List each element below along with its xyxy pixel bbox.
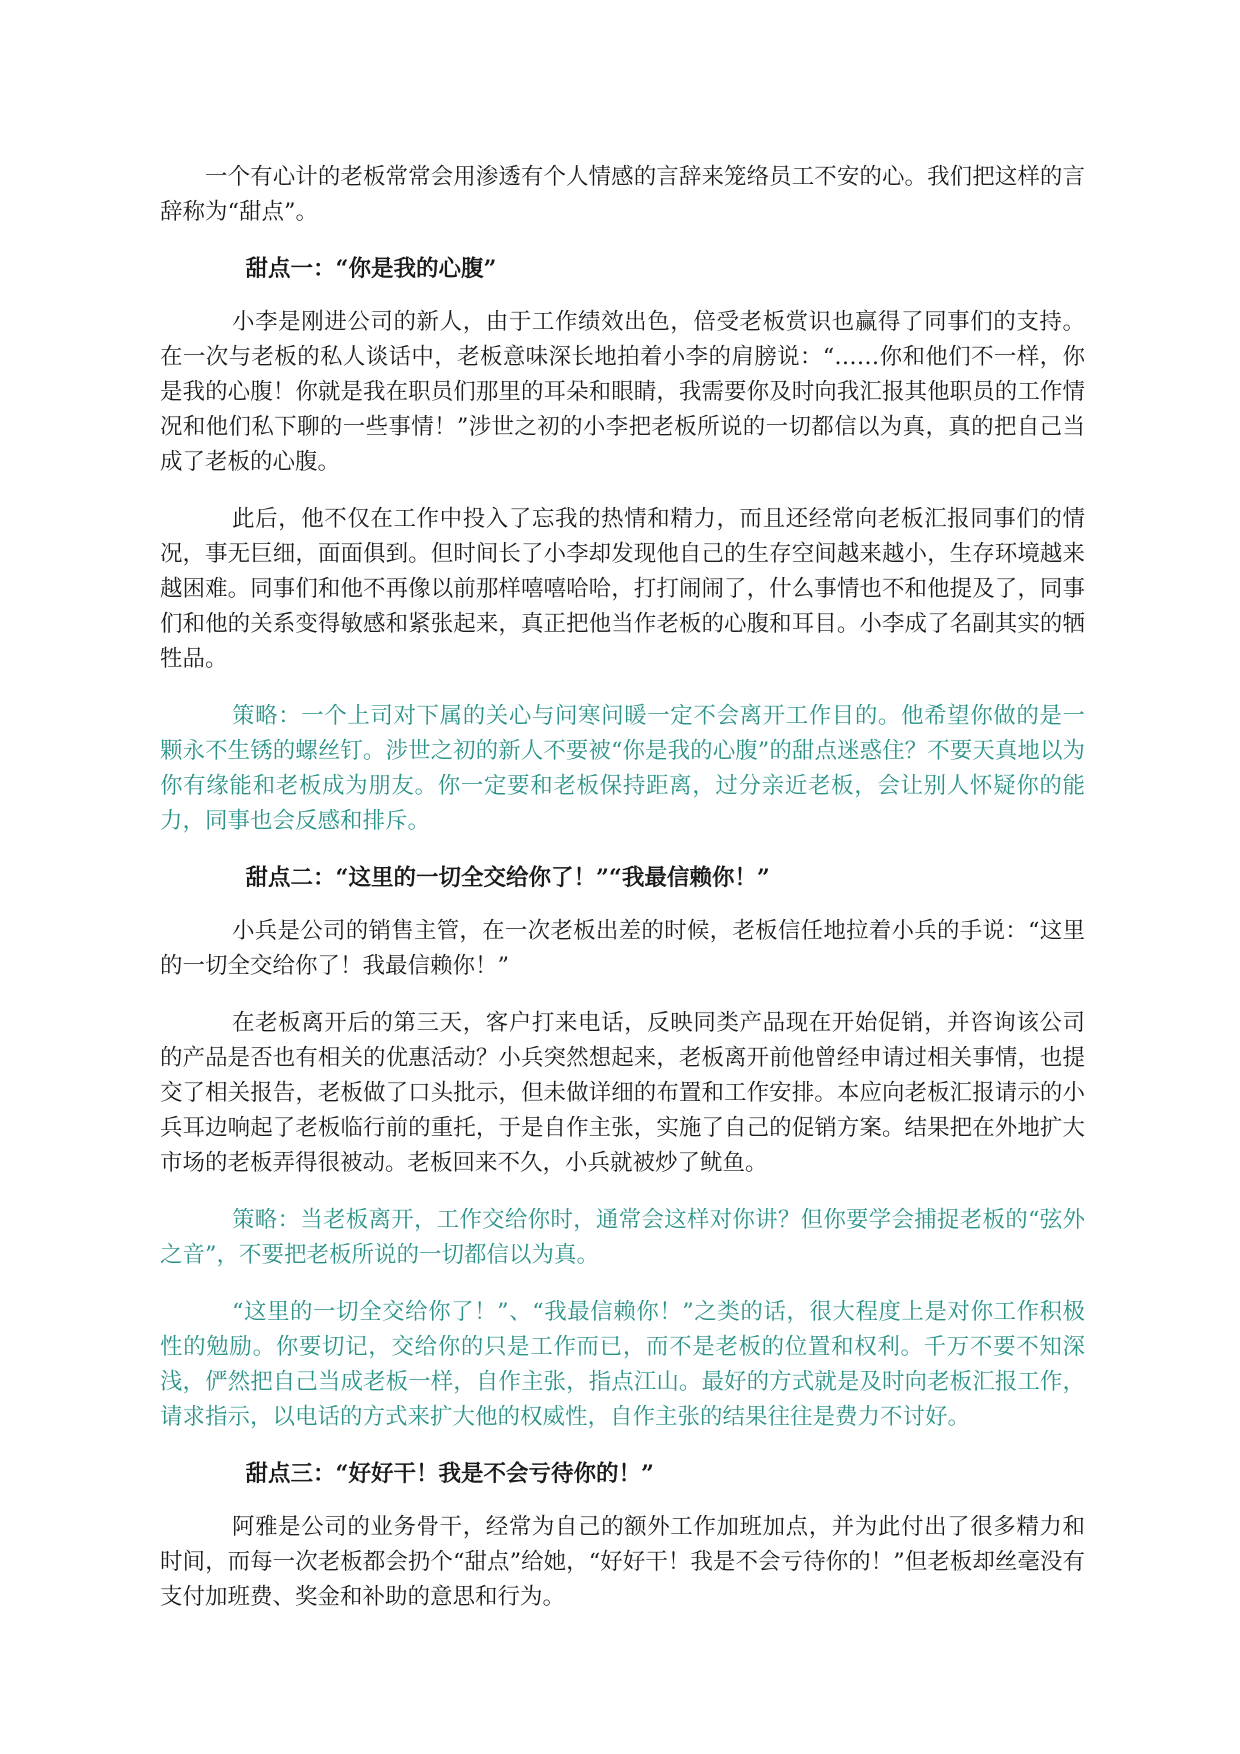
section3-paragraph-1: 阿雅是公司的业务骨干，经常为自己的额外工作加班加点，并为此付出了很多精力和时间，而每一次老板都会扔个“甜点”给她，“好好干！我是不会亏待你的！”但老板却丝毫没有支付加班费、奖金和补助的意思和行为。 bbox=[160, 1514, 1085, 1610]
intro-paragraph: 一个有心计的老板常常会用渗透有个人情感的言辞来笼络员工不安的心。我们把这样的言辞称为“甜点”。 bbox=[160, 164, 1085, 225]
section2-heading: 甜点二：“这里的一切全交给你了！”“我最信赖你！” bbox=[245, 865, 770, 891]
section1-paragraph-1: 小李是刚进公司的新人，由于工作绩效出色，倍受老板赏识也赢得了同事们的支持。在一次与老板的私人谈话中，老板意味深长地拍着小李的肩膀说：“……你和他们不一样，你是我的心腹！你就是我在职员们那里的耳朵和眼睛，我需要你及时向我汇报其他职员的工作情况和他们私下聊的一些事情！”涉世之初的小李把老板所说的一切都信以为真，真的把自己当成了老板的心腹。 bbox=[160, 309, 1085, 475]
section2-advice: “这里的一切全交给你了！”、“我最信赖你！”之类的话，很大程度上是对你工作积极性的勉励。你要切记，交给你的只是工作而已，而不是老板的位置和权利。千万不要不知深浅，俨然把自己当成老板一样，自作主张，指点江山。最好的方式就是及时向老板汇报工作，请求指示，以电话的方式来扩大他的权威性，自作主张的结果往往是费力不讨好。 bbox=[160, 1299, 1085, 1430]
section1-heading: 甜点一：“你是我的心腹” bbox=[245, 256, 497, 282]
section3-heading: 甜点三：“好好干！我是不会亏待你的！” bbox=[245, 1461, 654, 1487]
document-page bbox=[160, 160, 1085, 1637]
section2-paragraph-1: 小兵是公司的销售主管，在一次老板出差的时候，老板信任地拉着小兵的手说：“这里的一切全交给你了！我最信赖你！” bbox=[160, 918, 1085, 979]
section2-paragraph-2: 在老板离开后的第三天，客户打来电话，反映同类产品现在开始促销，并咨询该公司的产品是否也有相关的优惠活动？小兵突然想起来，老板离开前他曾经申请过相关事情，也提交了相关报告，老板做了口头批示，但未做详细的布置和工作安排。本应向老板汇报请示的小兵耳边响起了老板临行前的重托，于是自作主张，实施了自己的促销方案。结果把在外地扩大市场的老板弄得很被动。老板回来不久，小兵就被炒了鱿鱼。 bbox=[160, 1010, 1085, 1176]
section2-strategy: 策略：当老板离开，工作交给你时，通常会这样对你讲？但你要学会捕捉老板的“弦外之音”，不要把老板所说的一切都信以为真。 bbox=[160, 1207, 1085, 1268]
section1-strategy: 策略：一个上司对下属的关心与问寒问暖一定不会离开工作目的。他希望你做的是一颗永不生锈的螺丝钉。涉世之初的新人不要被“你是我的心腹”的甜点迷惑住？不要天真地以为你有缘能和老板成为朋友。你一定要和老板保持距离，过分亲近老板，会让别人怀疑你的能力，同事也会反感和排斥。 bbox=[160, 703, 1085, 834]
section1-paragraph-2: 此后，他不仅在工作中投入了忘我的热情和精力，而且还经常向老板汇报同事们的情况，事无巨细，面面俱到。但时间长了小李却发现他自己的生存空间越来越小，生存环境越来越困难。同事们和他不再像以前那样嘻嘻哈哈，打打闹闹了，什么事情也不和他提及了，同事们和他的关系变得敏感和紧张起来，真正把他当作老板的心腹和耳目。小李成了名副其实的牺牲品。 bbox=[160, 506, 1085, 672]
